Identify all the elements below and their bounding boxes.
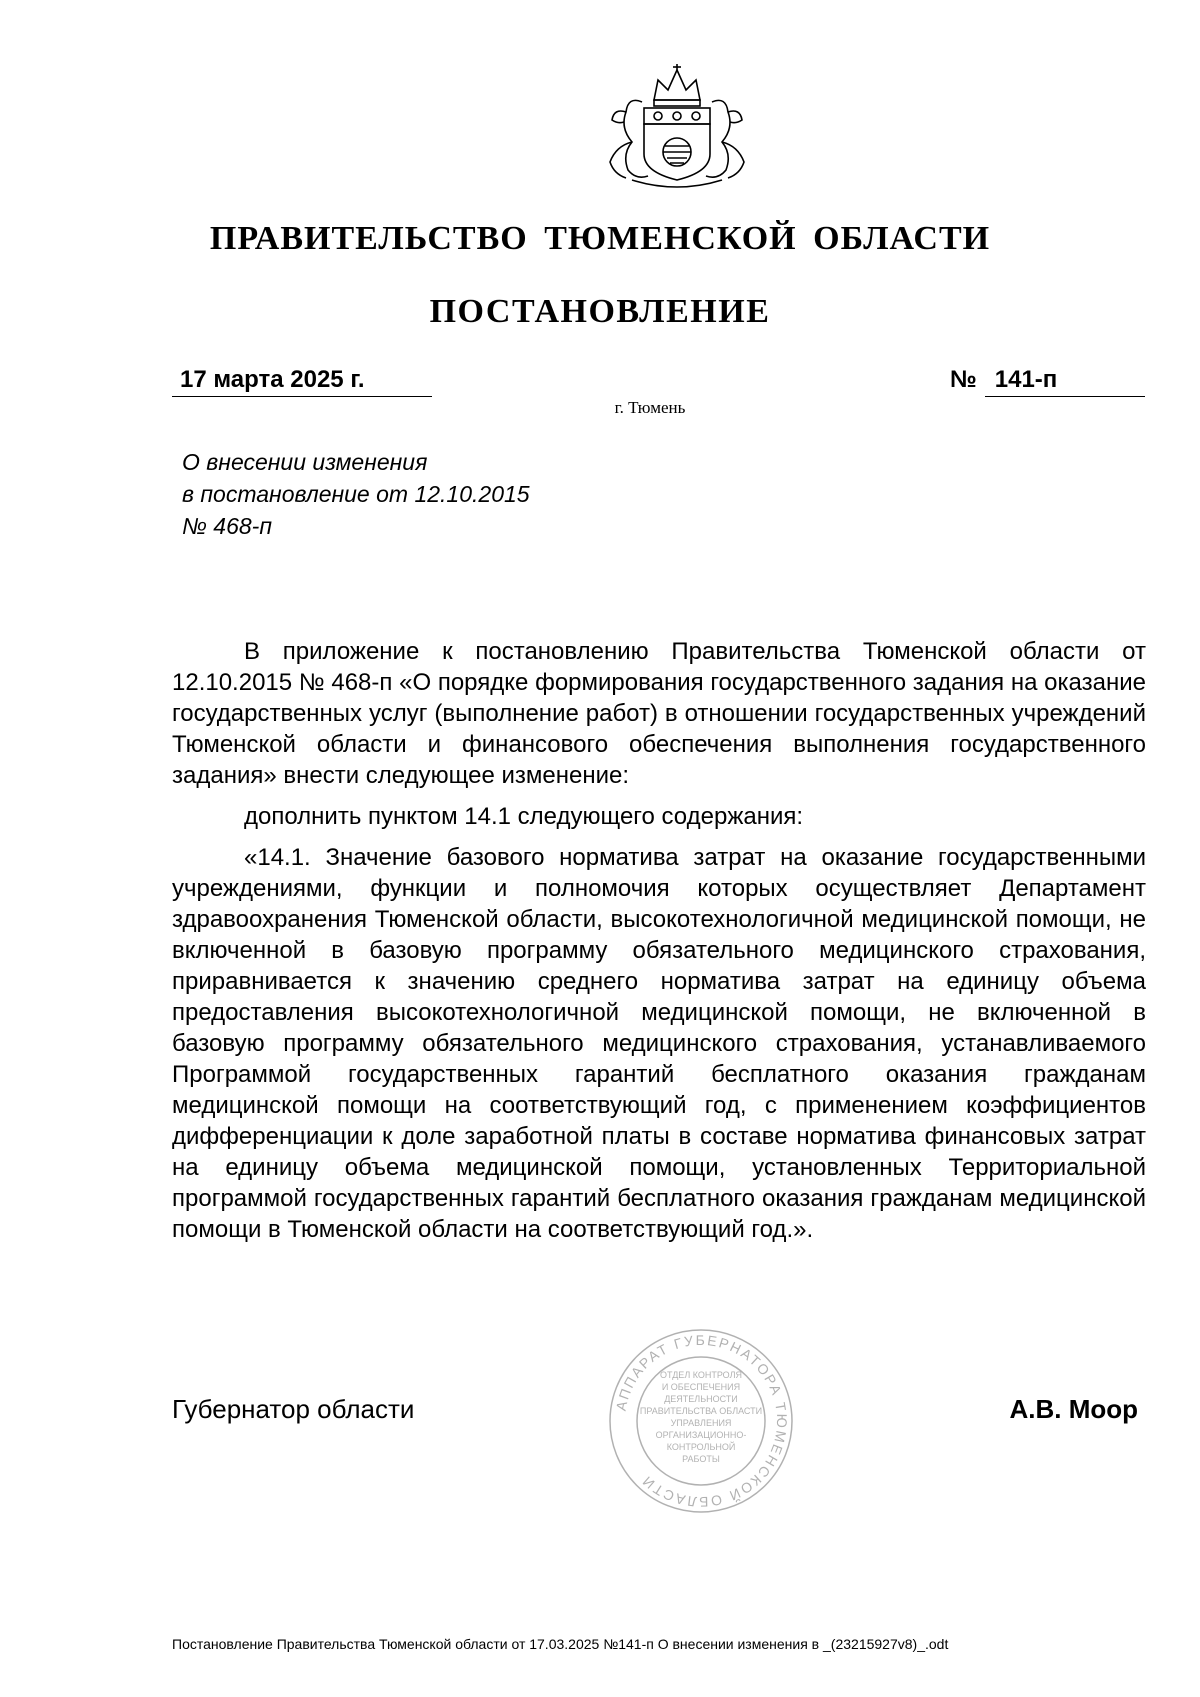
city-label: г. Тюмень	[614, 398, 686, 417]
seal-inner-line: ПРАВИТЕЛЬСТВА ОБЛАСТИ	[639, 1406, 763, 1416]
document-body	[172, 636, 1146, 1245]
seal-outer-text: АППАРАТ ГУБЕРНАТОРА ТЮМЕНСКОЙ ОБЛАСТИ	[612, 1331, 791, 1511]
seal-inner-line: КОНТРОЛЬНОЙ	[666, 1442, 736, 1452]
organization-title: ПРАВИТЕЛЬСТВО ТЮМЕНСКОЙ ОБЛАСТИ	[209, 220, 991, 257]
number-sign: №	[950, 366, 977, 393]
subject-line: № 468-п	[182, 513, 272, 539]
official-seal-stamp	[606, 1326, 796, 1516]
document-subject	[182, 446, 530, 542]
seal-inner-line: ОРГАНИЗАЦИОННО-	[655, 1430, 747, 1440]
body-paragraph: В приложение к постановлению Правительства Тюменской области от 12.10.2015 № 468-п «О порядке формирования государственного задания на оказание государственных услуг (выполнение работ) в отношении государственных учреждений Тюменской области и финансового обеспечения выполнения государственного задания» внести следующее изменение:	[172, 638, 1146, 789]
subject-line: О внесении изменения	[182, 449, 428, 475]
document-type-title: ПОСТАНОВЛЕНИЕ	[429, 293, 771, 330]
footer-filename: Постановление Правительства Тюменской области от 17.03.2025 №141-п О внесении изменения в _(23215927v8)_.odt	[172, 1636, 949, 1652]
seal-inner-line: ОТДЕЛ КОНТРОЛЯ	[660, 1370, 742, 1380]
signatory-title: Губернатор области	[172, 1394, 415, 1424]
signatory-name: А.В. Моор	[1009, 1394, 1138, 1424]
body-paragraph: дополнить пунктом 14.1 следующего содержания:	[244, 803, 804, 830]
seal-inner-line: УПРАВЛЕНИЯ	[670, 1418, 732, 1428]
body-paragraph: «14.1. Значение базового норматива затрат на оказание государственными учреждениями, функции и полномочия которых осуществляет Департамент здравоохранения Тюменской области, высокотехнологичной медицинской помощи, не включенной в базовую программу обязательного медицинского страхования, приравнивается к значению среднего норматива затрат на единицу объема предоставления высокотехнологичной медицинской помощи, не включенной в базовую программу обязательного медицинского страхования, устанавливаемого Программой государственных гарантий бесплатного оказания гражданам медицинской помощи на соответствующий год, с применением коэффициентов дифференциации к доле заработной платы в составе норматива финансовых затрат на единицу объема медицинской помощи, установленных Территориальной программой государственных гарантий бесплатного оказания гражданам медицинской помощи в Тюменской области на соответствующий год.».	[172, 844, 1146, 1243]
coat-of-arms-emblem	[592, 62, 762, 192]
seal-inner-line: ДЕЯТЕЛЬНОСТИ	[664, 1394, 738, 1404]
seal-inner-line: РАБОТЫ	[682, 1454, 720, 1464]
document-number-row	[950, 366, 1145, 397]
document-date: 17 марта 2025 г.	[172, 366, 432, 397]
subject-line: в постановление от 12.10.2015	[182, 481, 530, 507]
document-number: 141-п	[985, 366, 1145, 397]
seal-inner-line: И ОБЕСПЕЧЕНИЯ	[661, 1382, 741, 1392]
